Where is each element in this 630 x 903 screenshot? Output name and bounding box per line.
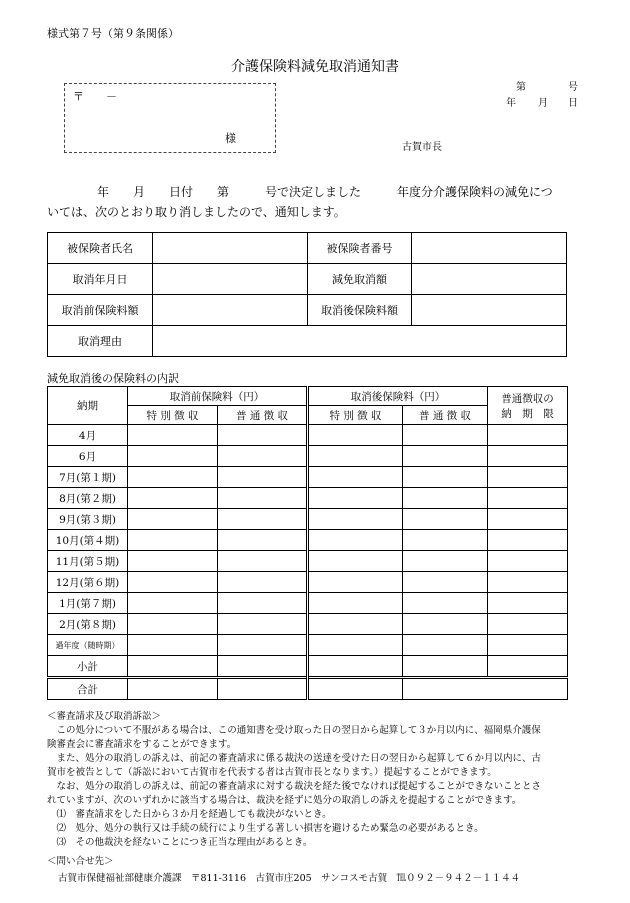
deadline-header-line1: 普通徴収の: [501, 392, 554, 405]
table-row: [48, 509, 568, 530]
breakdown-table: [47, 386, 568, 700]
postal-mark: 〒 －: [73, 90, 117, 103]
row-deadline[interactable]: [488, 593, 568, 614]
row-pre-special[interactable]: [128, 572, 218, 593]
form-number: 様式第７号（第９条関係）: [47, 27, 179, 40]
row-post-ordinary[interactable]: [403, 425, 488, 446]
notes-heading: ＜審査請求及び取消訴訟＞: [47, 711, 162, 722]
row-pre-special[interactable]: [128, 530, 218, 551]
note-line: この処分について不服がある場合は、この通知書を受け取った日の翌日から起算して３か月以内に、福岡県介護保: [47, 725, 541, 736]
total-post-ordinary[interactable]: [403, 678, 568, 700]
row-deadline[interactable]: [488, 614, 568, 635]
row-pre-ordinary[interactable]: [218, 488, 308, 509]
table-row: [48, 656, 568, 678]
cancel-date-label: 取消年月日: [48, 264, 153, 295]
notes-lines: [47, 724, 541, 850]
info-table: [47, 232, 567, 357]
row-post-ordinary[interactable]: [403, 467, 488, 488]
issuer: 古賀市長: [402, 142, 442, 153]
row-deadline[interactable]: [488, 488, 568, 509]
row-post-ordinary[interactable]: [403, 551, 488, 572]
row-pre-special[interactable]: [128, 488, 218, 509]
row-label: 6月: [48, 446, 128, 467]
row-label: 8月(第２期): [48, 488, 128, 509]
row-post-special[interactable]: [308, 551, 403, 572]
deadline-header: [488, 387, 568, 425]
row-pre-special[interactable]: [128, 614, 218, 635]
row-deadline[interactable]: [488, 446, 568, 467]
table-row: [48, 488, 568, 509]
row-deadline[interactable]: [488, 551, 568, 572]
contact-heading: ＜問い合せ先＞: [47, 856, 114, 867]
table-row: [48, 446, 568, 467]
row-pre-special[interactable]: [128, 509, 218, 530]
note-line: 険審査会に審査請求をすることができます。: [47, 739, 237, 750]
row-post-ordinary[interactable]: [403, 656, 488, 678]
table-row: [48, 467, 568, 488]
total-label: 合計: [48, 678, 128, 700]
note-line: なお、処分の取消しの訴えは、前記の審査請求に対する裁決を経た後でなければ提起することができないこととさ: [47, 781, 542, 792]
cancel-date-value[interactable]: [153, 264, 308, 295]
cancel-reason-label: 取消理由: [48, 326, 153, 357]
insured-name-label: 被保険者氏名: [48, 233, 153, 264]
body-line-2: いては、次のとおり取り消しましたので、通知します。: [47, 205, 346, 219]
post-ordinary-header: 普 通 徴 収: [403, 406, 488, 425]
insured-name-value[interactable]: [153, 233, 308, 264]
row-pre-ordinary[interactable]: [218, 425, 308, 446]
row-pre-special[interactable]: [128, 635, 218, 656]
insured-number-label: 被保険者番号: [308, 233, 412, 264]
row-label: 11月(第５期): [48, 551, 128, 572]
insured-number-value[interactable]: [412, 233, 567, 264]
row-label: 7月(第１期): [48, 467, 128, 488]
note-line: ⑴ 審査請求をした日から３か月を経過しても裁決がないとき。: [47, 809, 332, 820]
row-pre-ordinary[interactable]: [218, 635, 308, 656]
row-deadline[interactable]: [488, 509, 568, 530]
row-post-ordinary[interactable]: [403, 488, 488, 509]
issue-day: 日: [568, 98, 578, 109]
total-pre-special[interactable]: [128, 678, 218, 700]
row-deadline[interactable]: [488, 425, 568, 446]
row-post-ordinary[interactable]: [403, 509, 488, 530]
row-post-special[interactable]: [308, 425, 403, 446]
pre-special-header: 特 別 徴 収: [128, 406, 218, 425]
row-post-special[interactable]: [308, 593, 403, 614]
total-post-special[interactable]: [308, 678, 403, 700]
table-row: [48, 530, 568, 551]
row-post-special[interactable]: [308, 446, 403, 467]
row-label: 4月: [48, 425, 128, 446]
row-post-ordinary[interactable]: [403, 572, 488, 593]
row-pre-ordinary[interactable]: [218, 509, 308, 530]
row-post-special[interactable]: [308, 488, 403, 509]
contact-line: 古賀市保健福祉部健康介護課 〒811-3116 古賀市庄205 サンコスモ古賀 ℡０９２－９４２－１１４４: [58, 873, 521, 884]
note-line: 賀市を被告として（訴訟において古賀市を代表する者は古賀市長となります。）提起することができます。: [47, 767, 497, 778]
notes-section: [47, 710, 541, 850]
pre-cancel-premium-label: 取消前保険料額: [48, 295, 153, 326]
row-pre-special[interactable]: [128, 446, 218, 467]
note-line: れていますが、次のいずれかに該当する場合は、裁決を経ずに処分の取消しの訴えを提起することができます。: [47, 795, 522, 806]
row-post-ordinary[interactable]: [403, 530, 488, 551]
row-deadline[interactable]: [488, 467, 568, 488]
row-pre-ordinary[interactable]: [218, 530, 308, 551]
row-post-special[interactable]: [308, 614, 403, 635]
row-pre-special[interactable]: [128, 551, 218, 572]
row-label: 10月(第４期): [48, 530, 128, 551]
table-row: [48, 551, 568, 572]
table-row: [48, 635, 568, 656]
row-post-special[interactable]: [308, 509, 403, 530]
reduction-cancel-amount-label: 減免取消額: [308, 264, 412, 295]
post-cancel-premium-value[interactable]: [412, 295, 567, 326]
note-line: ⑵ 処分、処分の執行又は手続の続行により生ずる著しい損害を避けるため緊急の必要があるとき。: [47, 823, 484, 834]
row-post-special[interactable]: [308, 467, 403, 488]
pre-premium-header: 取消前保険料（円）: [128, 387, 308, 406]
row-pre-special[interactable]: [128, 467, 218, 488]
row-post-ordinary[interactable]: [403, 635, 488, 656]
total-pre-ordinary[interactable]: [218, 678, 308, 700]
row-label: 1月(第７期): [48, 593, 128, 614]
row-post-special[interactable]: [308, 530, 403, 551]
row-pre-ordinary[interactable]: [218, 593, 308, 614]
row-post-ordinary[interactable]: [403, 446, 488, 467]
row-pre-ordinary[interactable]: [218, 614, 308, 635]
issue-dai: 第: [516, 82, 526, 93]
post-premium-header: 取消後保険料（円）: [308, 387, 488, 406]
row-pre-special[interactable]: [128, 593, 218, 614]
post-special-header: 特 別 徴 収: [308, 406, 403, 425]
row-label: 9月(第３期): [48, 509, 128, 530]
row-deadline[interactable]: [488, 635, 568, 656]
table-row: [48, 593, 568, 614]
body-line-1: 年 月 日付 第 号で決定しました 年度分介護保険料の減免につ: [97, 185, 553, 199]
table-row: [48, 425, 568, 446]
row-pre-ordinary[interactable]: [218, 572, 308, 593]
table-row: [48, 572, 568, 593]
row-post-special[interactable]: [308, 635, 403, 656]
row-pre-ordinary[interactable]: [218, 467, 308, 488]
deadline-header-line2: 納 期 限: [501, 407, 554, 420]
reduction-cancel-amount-value[interactable]: [412, 264, 567, 295]
row-label: 過年度（随時期）: [48, 635, 128, 656]
address-box: [64, 83, 276, 153]
row-pre-ordinary[interactable]: [218, 656, 308, 678]
note-line: ⑶ その他裁決を経ないことにつき正当な理由があるとき。: [47, 837, 313, 848]
row-post-special[interactable]: [308, 572, 403, 593]
row-post-ordinary[interactable]: [403, 593, 488, 614]
sama-label: 様: [225, 132, 236, 145]
page-title: 介護保険料減免取消通知書: [231, 59, 399, 75]
table-row: [48, 614, 568, 635]
issue-go: 号: [568, 82, 578, 93]
row-label: 2月(第８期): [48, 614, 128, 635]
row-post-special[interactable]: [308, 656, 403, 678]
row-pre-special[interactable]: [128, 425, 218, 446]
pre-ordinary-header: 普 通 徴 収: [218, 406, 308, 425]
period-header: 納期: [48, 387, 128, 425]
row-pre-special[interactable]: [128, 656, 218, 678]
post-cancel-premium-label: 取消後保険料額: [308, 295, 412, 326]
row-deadline[interactable]: [488, 656, 568, 678]
note-line: また、処分の取消しの訴えは、前記の審査請求に係る裁決の送達を受けた日の翌日から起算して６か月以内に、古: [47, 753, 542, 764]
row-pre-ordinary[interactable]: [218, 551, 308, 572]
row-label: 12月(第６期): [48, 572, 128, 593]
breakdown-caption: 減免取消後の保険料の内訳: [47, 372, 179, 385]
issue-year: 年: [506, 98, 516, 109]
row-post-ordinary[interactable]: [403, 614, 488, 635]
issue-month: 月: [538, 98, 548, 109]
cancel-reason-value[interactable]: [153, 326, 567, 357]
row-label: 小計: [48, 656, 128, 678]
pre-cancel-premium-value[interactable]: [153, 295, 308, 326]
row-deadline[interactable]: [488, 530, 568, 551]
row-pre-ordinary[interactable]: [218, 446, 308, 467]
row-deadline[interactable]: [488, 572, 568, 593]
